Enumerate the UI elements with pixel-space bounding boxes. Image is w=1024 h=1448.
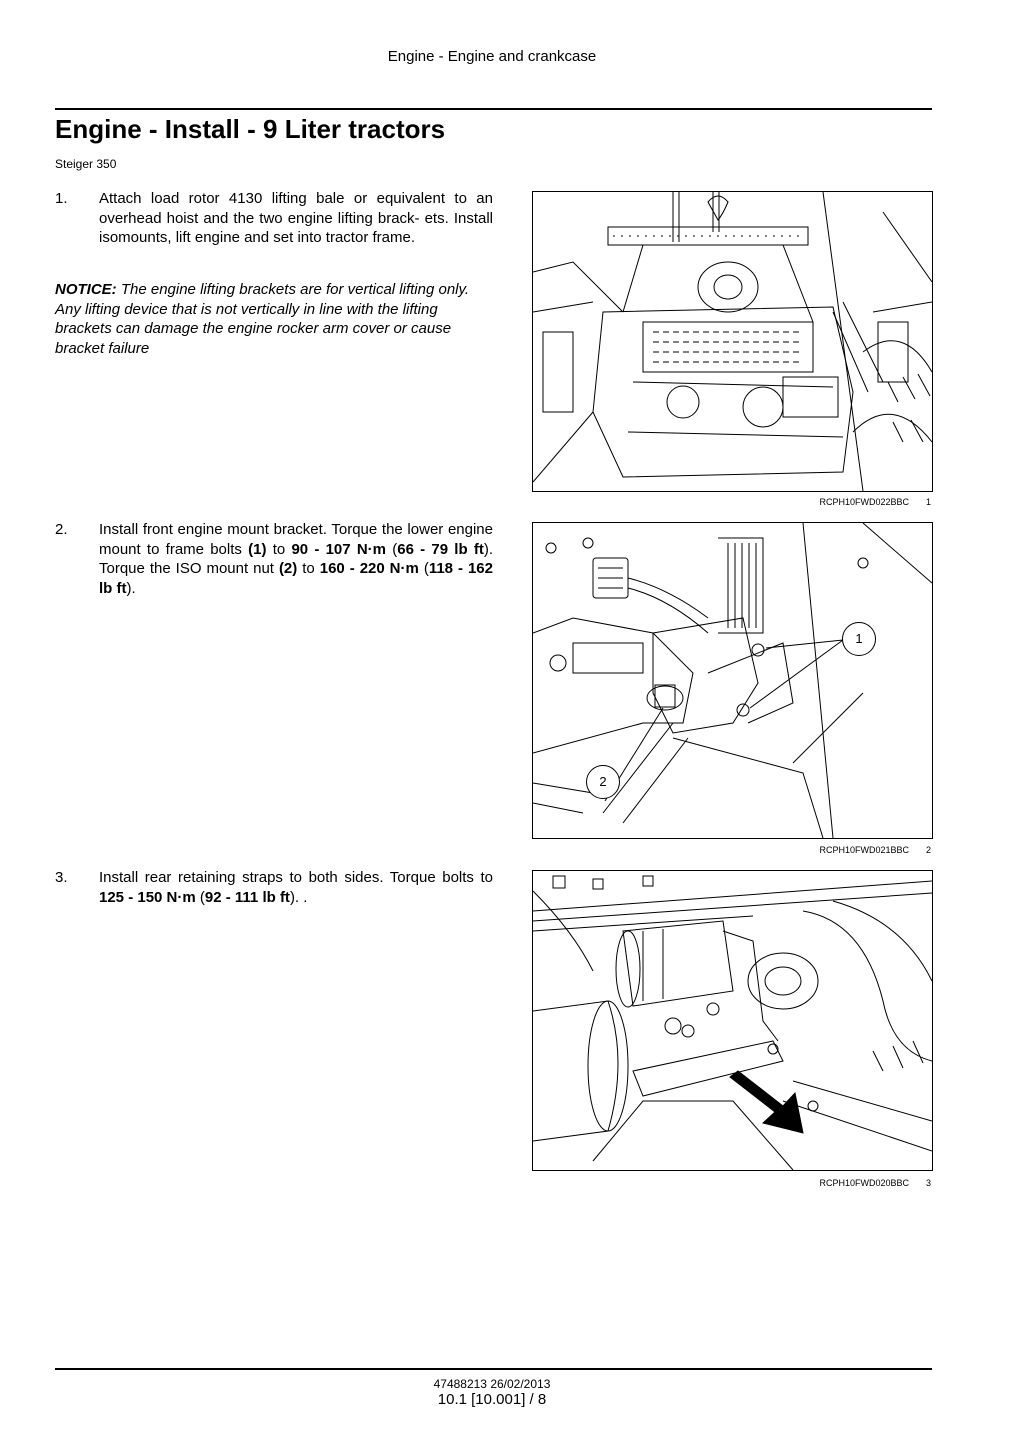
callout-1: 1 (842, 622, 876, 656)
step-2-number: 2. (55, 521, 68, 538)
step-3-text-a: Install rear retaining straps to both sides. Torque bolts to (99, 869, 493, 886)
step-1-number: 1. (55, 190, 68, 207)
step-2-text-k: ( (418, 560, 429, 577)
torque-value-1: 90 - 107 N·m (291, 540, 387, 558)
step-2-text-c: to (266, 540, 292, 558)
step-2-text-a: Install front engine mount bracket. Torque the lower engine mount to frame bolts (99, 521, 493, 558)
callout-ref-1: (1) (248, 540, 267, 558)
torque-value-1-imperial: 66 - 79 lb ft (397, 540, 484, 558)
footer-doc-date: 47488213 26/02/2013 (433, 1377, 551, 1391)
torque-value-3: 125 - 150 N·m (99, 888, 196, 906)
step-3 (55, 868, 493, 907)
figure-3-rear-straps (532, 870, 933, 1171)
step-2-text-g: ). Torque the ISO mount nut (99, 540, 494, 577)
figure-3-number: 3 (925, 1178, 931, 1188)
callout-ref-2: (2) (278, 560, 298, 577)
step-1-text: Attach load rotor 4130 lifting bale or equivalent to an overhead hoist and the two engine lifting brack- ets. Install isomounts, lift engine and set into tractor frame. (99, 190, 493, 246)
notice (55, 280, 493, 358)
footer-page-number: 10.1 [10.001] / 8 (437, 1391, 547, 1408)
model-label: Steiger 350 (55, 157, 117, 171)
figure-1-caption (532, 497, 931, 507)
figure-1-code: RCPH10FWD022BBC (819, 497, 909, 507)
step-2 (55, 520, 493, 598)
step-2-text (99, 520, 493, 598)
torque-value-2-imperial: 118 - 162 lb ft (99, 560, 493, 597)
step-2-text-e: ( (386, 540, 398, 558)
step-3-text (99, 868, 493, 907)
notice-text: The engine lifting brackets are for vertical lifting only. Any lifting device that is not vertically in line with the lifting brackets can damage the engine rocker arm cover or cause bracket failure (55, 281, 470, 357)
notice-label: NOTICE: (55, 281, 117, 298)
figure-1-number: 1 (925, 497, 931, 507)
figure-3-code: RCPH10FWD020BBC (819, 1178, 909, 1188)
running-header: Engine - Engine and crankcase (387, 48, 597, 65)
step-2-text-m: ). (126, 579, 136, 597)
footer-rule (55, 1368, 932, 1370)
figure-2-code: RCPH10FWD021BBC (819, 845, 909, 855)
torque-value-2: 160 - 220 N·m (319, 560, 419, 577)
page-title: Engine - Install - 9 Liter tractors (55, 114, 446, 144)
step-3-text-e: ). . (289, 888, 308, 906)
step-1 (55, 189, 493, 248)
header-rule (55, 108, 932, 110)
figure-3-caption (532, 1178, 931, 1188)
torque-value-3-imperial: 92 - 111 lb ft (204, 888, 290, 906)
callout-2: 2 (586, 765, 620, 799)
step-2-text-i: to (297, 560, 320, 577)
figure-2-caption (532, 845, 931, 855)
figure-1-engine-hoist (532, 191, 933, 492)
step-3-text-c: ( (195, 888, 205, 906)
figure-2-number: 2 (925, 845, 931, 855)
step-3-number: 3. (55, 869, 68, 886)
